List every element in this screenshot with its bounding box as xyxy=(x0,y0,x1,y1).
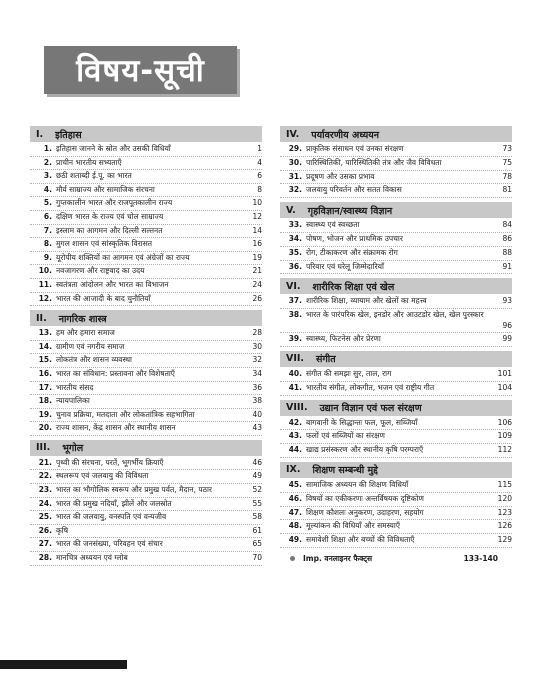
entry-page: 6 xyxy=(257,171,262,181)
entry-page: 126 xyxy=(497,521,512,531)
entry-page: 26 xyxy=(252,293,262,303)
left-column xyxy=(30,126,262,566)
entry-number: 25. xyxy=(38,512,52,522)
entry-number: 45. xyxy=(288,479,302,489)
toc-entry[interactable] xyxy=(30,538,262,552)
entry-number: 36. xyxy=(288,261,302,271)
toc-entry[interactable] xyxy=(280,219,512,233)
section-title: संगीत xyxy=(316,354,336,366)
toc-entry[interactable] xyxy=(280,184,512,198)
entry-number: 34. xyxy=(288,233,302,243)
entry-title: रोग, टीकाकरण और संक्रामक रोग xyxy=(306,247,398,257)
section-header xyxy=(30,126,262,142)
entry-title: गुप्तकालीन भारत और राजपूतकालीन राज्य xyxy=(56,198,173,208)
entry-page: 28 xyxy=(252,328,262,338)
entry-title: भारत का संविधान: प्रस्तावना और विशेषताएँ xyxy=(56,368,175,378)
entry-title: फलों एवं सब्जियों का संरक्षण xyxy=(306,431,385,441)
entry-page: 129 xyxy=(497,535,512,545)
entry-page: 34 xyxy=(252,368,262,378)
toc-entry[interactable] xyxy=(30,225,262,239)
section-title: नागरिक शास्त्र xyxy=(58,313,107,325)
section-title: पर्यावरणीय अध्ययन xyxy=(311,129,380,141)
entry-title: प्राकृतिक संसाधन एवं उनका संरक्षण xyxy=(306,144,404,153)
imp-page: 133-140 xyxy=(463,554,498,564)
entry-number: 29. xyxy=(288,144,302,153)
toc-entry[interactable] xyxy=(30,525,262,539)
entry-title: पारिस्थितिकी, पारिस्थितिकी तंत्र और जैव विविधता xyxy=(306,157,442,167)
entry-number: 21. xyxy=(38,457,52,467)
toc-entry[interactable] xyxy=(280,261,512,275)
toc-entry[interactable] xyxy=(30,157,262,171)
section-number: VIII. xyxy=(286,402,308,414)
right-column xyxy=(280,126,512,564)
entry-title: शारीरिक शिक्षा, व्यायाम और खेलों का महत्त्व xyxy=(306,296,427,306)
entry-page: 55 xyxy=(252,498,262,508)
imp-oneliner-entry[interactable] xyxy=(280,554,512,564)
entry-number: 11. xyxy=(38,279,52,289)
entry-number: 28. xyxy=(38,553,52,563)
section-header xyxy=(280,278,512,294)
toc-entry[interactable] xyxy=(280,417,512,431)
entry-page: 10 xyxy=(252,198,262,208)
entry-page: 16 xyxy=(252,239,262,249)
toc-entry[interactable] xyxy=(30,368,262,382)
entry-page: 14 xyxy=(252,225,262,235)
section-number: VI. xyxy=(286,280,301,292)
entry-page: 86 xyxy=(502,233,512,243)
entry-page: 93 xyxy=(502,296,512,306)
entry-title: छठी शताब्दी ई.पू. का भारत xyxy=(56,171,132,181)
entry-page: 70 xyxy=(252,553,262,563)
toc-entry[interactable] xyxy=(30,457,262,471)
toc-entry[interactable] xyxy=(30,252,262,266)
entry-page: 81 xyxy=(502,185,512,195)
entry-page: 36 xyxy=(252,382,262,392)
entry-title: पोषण, भोजन और प्राथमिक उपचार xyxy=(306,233,403,243)
toc-entry[interactable] xyxy=(30,341,262,355)
entry-number: 1. xyxy=(43,144,52,153)
entry-title: नवजागरण और राष्ट्रवाद का उदय xyxy=(56,266,145,276)
toc-entry[interactable] xyxy=(280,333,512,347)
entry-page: 21 xyxy=(252,266,262,276)
entry-number: 38. xyxy=(288,310,302,320)
toc-entry[interactable] xyxy=(30,484,262,498)
entry-title: स्थलरूप एवं जलवायु की विविधता xyxy=(56,471,149,481)
entry-page: 30 xyxy=(252,341,262,351)
entry-number: 18. xyxy=(38,396,52,406)
entry-title: संगीत की समझः सुर, ताल, राग xyxy=(306,368,392,378)
toc-entry[interactable] xyxy=(280,368,512,382)
entry-number: 42. xyxy=(288,417,302,427)
entry-page: 115 xyxy=(497,479,512,489)
entry-title: भारतीय संगीत, लोकगीत, भजन एवं राष्ट्रीय गीत xyxy=(306,382,435,392)
entry-number: 40. xyxy=(288,368,302,378)
toc-entry[interactable] xyxy=(30,279,262,293)
toc-entry[interactable] xyxy=(30,409,262,423)
entry-title: चुनाव प्रक्रिया, मतदाता और लोकतांत्रिक सहभागिता xyxy=(56,409,195,419)
toc-entry[interactable] xyxy=(280,143,512,157)
toc-entry[interactable] xyxy=(30,511,262,525)
toc-entry[interactable] xyxy=(30,211,262,225)
entry-page: 78 xyxy=(502,171,512,181)
entry-title: भारतीय संसद xyxy=(56,382,94,392)
section-title: शिक्षण सम्बन्धी मुद्दे xyxy=(312,465,378,477)
section-header xyxy=(280,400,512,416)
bottom-bar xyxy=(0,660,127,669)
section-header xyxy=(30,440,262,456)
toc-entry[interactable] xyxy=(30,395,262,409)
toc-entry[interactable] xyxy=(280,233,512,247)
entry-page: 120 xyxy=(497,493,512,503)
entry-number: 27. xyxy=(38,539,52,549)
section-title: शारीरिक शिक्षा एवं खेल xyxy=(312,281,395,293)
entry-title: भारत की जलवायु, वनस्पति एवं वन्यजीव xyxy=(56,512,167,522)
entry-number: 19. xyxy=(38,409,52,419)
toc-entry[interactable] xyxy=(30,327,262,341)
entry-page: 101 xyxy=(497,368,512,378)
section-title: भूगोल xyxy=(62,443,84,455)
entry-page: 52 xyxy=(252,485,262,495)
entry-page: 19 xyxy=(252,252,262,262)
entry-title: समावेशी शिक्षा और बच्चों की विविधताएँ xyxy=(306,535,415,545)
section-header xyxy=(280,202,512,218)
toc-entry[interactable] xyxy=(280,430,512,444)
page-title: विषय-सूची xyxy=(76,53,205,89)
entry-title: भारत के पारंपरिक खेल, इनडोर और आउटडोर खेल, खेल पुरस्कार xyxy=(306,310,484,320)
entry-title: विषयों का एकीकरणः अन्तर्विषयक दृष्टिकोण xyxy=(306,493,424,503)
entry-page: 99 xyxy=(502,334,512,344)
entry-page: 43 xyxy=(252,423,262,433)
entry-title: मूल्यांकन की विधियाँ और समस्याएँ xyxy=(306,521,400,531)
entry-number: 6. xyxy=(43,211,52,221)
toc-entry[interactable] xyxy=(280,444,512,458)
entry-number: 7. xyxy=(43,225,52,235)
entry-title: शिक्षण कौशलः अनुकरण, उदाहरण, सहयोग xyxy=(306,507,424,517)
entry-number: 43. xyxy=(288,431,302,441)
entry-page: 91 xyxy=(502,261,512,271)
toc-entry[interactable] xyxy=(30,382,262,396)
entry-number: 17. xyxy=(38,382,52,392)
section-header xyxy=(280,126,512,142)
entry-title: लोकतंत्र और शासन व्यवस्था xyxy=(56,355,132,365)
entry-number: 24. xyxy=(38,498,52,508)
entry-number: 30. xyxy=(288,157,302,167)
section-header xyxy=(280,351,512,367)
entry-number: 39. xyxy=(288,334,302,344)
title-box xyxy=(44,46,237,94)
section-title: गृहविज्ञान/स्वास्थ्य विज्ञान xyxy=(307,205,393,217)
entry-page: 40 xyxy=(252,409,262,419)
entry-title: भारत की आजादी के बाद चुनौतियाँ xyxy=(56,293,151,303)
entry-number: 35. xyxy=(288,247,302,257)
entry-page: 109 xyxy=(497,431,512,441)
entry-number: 49. xyxy=(288,535,302,545)
entry-number: 15. xyxy=(38,355,52,365)
toc-entry[interactable] xyxy=(280,493,512,507)
section-number: I. xyxy=(36,128,44,140)
entry-number: 48. xyxy=(288,521,302,531)
entry-page: 106 xyxy=(497,417,512,427)
entry-page: 8 xyxy=(257,184,262,194)
toc-entry[interactable] xyxy=(30,354,262,368)
bullet-icon xyxy=(290,556,295,561)
entry-title: भारत की प्रमुख नदियाँ, झीलें और जलस्रोत xyxy=(56,498,172,508)
entry-number: 47. xyxy=(288,507,302,517)
entry-page: 38 xyxy=(252,396,262,406)
entry-page: 4 xyxy=(257,157,262,167)
entry-page: 104 xyxy=(497,382,512,392)
toc-entry[interactable] xyxy=(30,293,262,307)
entry-title: स्वतंत्रता आंदोलन और भारत का विभाजन xyxy=(56,279,169,289)
entry-number: 26. xyxy=(38,525,52,535)
toc-entry[interactable] xyxy=(280,309,512,333)
section-header xyxy=(280,462,512,478)
entry-title: स्वास्थ्य, फिटनेस और प्रेरणा xyxy=(306,334,381,344)
entry-number: 13. xyxy=(38,328,52,338)
toc-entry[interactable] xyxy=(30,143,262,157)
entry-page: 49 xyxy=(252,471,262,481)
entry-number: 37. xyxy=(288,296,302,306)
entry-title: पृथ्वी की संरचना, परतें, भूगर्भीय क्रियाएँ xyxy=(56,457,164,467)
entry-title: मुगल शासन एवं सांस्कृतिक विरासत xyxy=(56,239,153,249)
entry-title: न्यायपालिका xyxy=(56,396,90,406)
entry-title: कृषि xyxy=(56,525,69,535)
entry-title: स्वास्थ्य एवं स्वच्छता xyxy=(306,220,360,230)
entry-title: ग्रामीण एवं नगरीय समाज xyxy=(56,341,125,351)
entry-title: बागवानी के सिद्धान्तः फल, फूल, सब्जियाँ xyxy=(306,417,418,427)
section-number: V. xyxy=(286,204,296,216)
entry-number: 8. xyxy=(43,239,52,249)
entry-page: 75 xyxy=(502,157,512,167)
toc-entry[interactable] xyxy=(30,197,262,211)
toc-entry[interactable] xyxy=(30,498,262,512)
entry-title: प्रदूषण और उसका प्रभाव xyxy=(306,171,375,181)
toc-entry[interactable] xyxy=(30,265,262,279)
entry-title: यूरोपीय शक्तियों का आगमन एवं अंग्रेजों का राज्य xyxy=(56,252,190,262)
entry-page: 123 xyxy=(497,507,512,517)
entry-page: 32 xyxy=(252,355,262,365)
entry-number: 41. xyxy=(288,382,302,392)
entry-number: 32. xyxy=(288,185,302,195)
section-number: IV. xyxy=(286,128,300,140)
entry-page: 46 xyxy=(252,457,262,467)
entry-title: इतिहास जानने के स्रोत और उसकी विधियाँ xyxy=(56,144,171,153)
entry-title: भारत की जनसंख्या, परिवहन एवं संचार xyxy=(56,539,163,549)
toc-entry[interactable] xyxy=(280,534,512,548)
entry-page: 112 xyxy=(497,445,512,455)
entry-number: 16. xyxy=(38,368,52,378)
toc-entry[interactable] xyxy=(30,238,262,252)
entry-title: परिवार एवं घरेलू जिम्मेदारियाँ xyxy=(306,261,384,271)
toc-entry[interactable] xyxy=(280,295,512,309)
toc-entry[interactable] xyxy=(30,184,262,198)
entry-page: 88 xyxy=(502,247,512,257)
toc-entry[interactable] xyxy=(280,157,512,171)
entry-number: 5. xyxy=(43,198,52,208)
entry-title: दक्षिण भारत के राज्य एवं चोल साम्राज्य xyxy=(56,211,164,221)
imp-label: Imp. वनलाइनर फैक्ट्स xyxy=(303,553,373,563)
section-header xyxy=(30,310,262,326)
entry-number: 10. xyxy=(38,266,52,276)
entry-page: 24 xyxy=(252,279,262,289)
section-title: उद्यान विज्ञान एवं फल संरक्षण xyxy=(319,403,422,415)
entry-page: 12 xyxy=(252,211,262,221)
entry-title: खाद्य प्रसंस्करण और स्थानीय कृषि परम्पराएँ xyxy=(306,445,424,455)
toc-entry[interactable] xyxy=(280,479,512,493)
entry-page: 73 xyxy=(502,144,512,153)
entry-title: सामाजिक अध्ययन की शिक्षण विधियाँ xyxy=(306,479,409,489)
entry-page: 65 xyxy=(252,539,262,549)
entry-number: 14. xyxy=(38,341,52,351)
entry-number: 4. xyxy=(43,184,52,194)
entry-number: 12. xyxy=(38,293,52,303)
entry-title: इस्लाम का आगमन और दिल्ली सल्तनत xyxy=(56,225,163,235)
entry-title: मौर्य साम्राज्य और सामाजिक संरचना xyxy=(56,184,155,194)
entry-number: 46. xyxy=(288,493,302,503)
entry-title: प्राचीन भारतीय सभ्यताएँ xyxy=(56,157,122,167)
toc-entry[interactable] xyxy=(280,507,512,521)
toc-entry[interactable] xyxy=(280,171,512,185)
entry-page: 61 xyxy=(252,525,262,535)
entry-number: 44. xyxy=(288,445,302,455)
entry-number: 9. xyxy=(43,252,52,262)
entry-number: 33. xyxy=(288,220,302,230)
entry-number: 23. xyxy=(38,485,52,495)
entry-page: 1 xyxy=(257,144,262,153)
entry-title: हम और हमारा समाज xyxy=(56,328,115,338)
toc-entry[interactable] xyxy=(280,382,512,396)
section-number: III. xyxy=(36,442,51,454)
toc-entry[interactable] xyxy=(30,170,262,184)
entry-number: 20. xyxy=(38,423,52,433)
entry-page: 84 xyxy=(502,220,512,230)
toc-entry[interactable] xyxy=(30,422,262,436)
entry-number: 22. xyxy=(38,471,52,481)
entry-number: 31. xyxy=(288,171,302,181)
entry-title: भारत का भौगोलिक स्वरूप और प्रमुख पर्वत, मैदान, पठार xyxy=(56,485,212,495)
entry-title: मानचित्र अध्ययन एवं ग्लोब xyxy=(56,553,128,563)
entry-title: राज्य शासन, केंद्र शासन और स्थानीय शासन xyxy=(56,423,176,433)
entry-number: 3. xyxy=(43,171,52,181)
entry-title: जलवायु परिवर्तन और सतत विकास xyxy=(306,185,402,195)
entry-page: 58 xyxy=(252,512,262,522)
toc-entry[interactable] xyxy=(30,552,262,566)
section-number: IX. xyxy=(286,464,301,476)
entry-page: 96 xyxy=(502,321,512,331)
toc-entry[interactable] xyxy=(280,520,512,534)
section-number: VII. xyxy=(286,353,305,365)
toc-entry[interactable] xyxy=(30,470,262,484)
entry-number: 2. xyxy=(43,157,52,167)
toc-entry[interactable] xyxy=(280,247,512,261)
section-title: इतिहास xyxy=(55,129,82,141)
section-number: II. xyxy=(36,312,47,324)
